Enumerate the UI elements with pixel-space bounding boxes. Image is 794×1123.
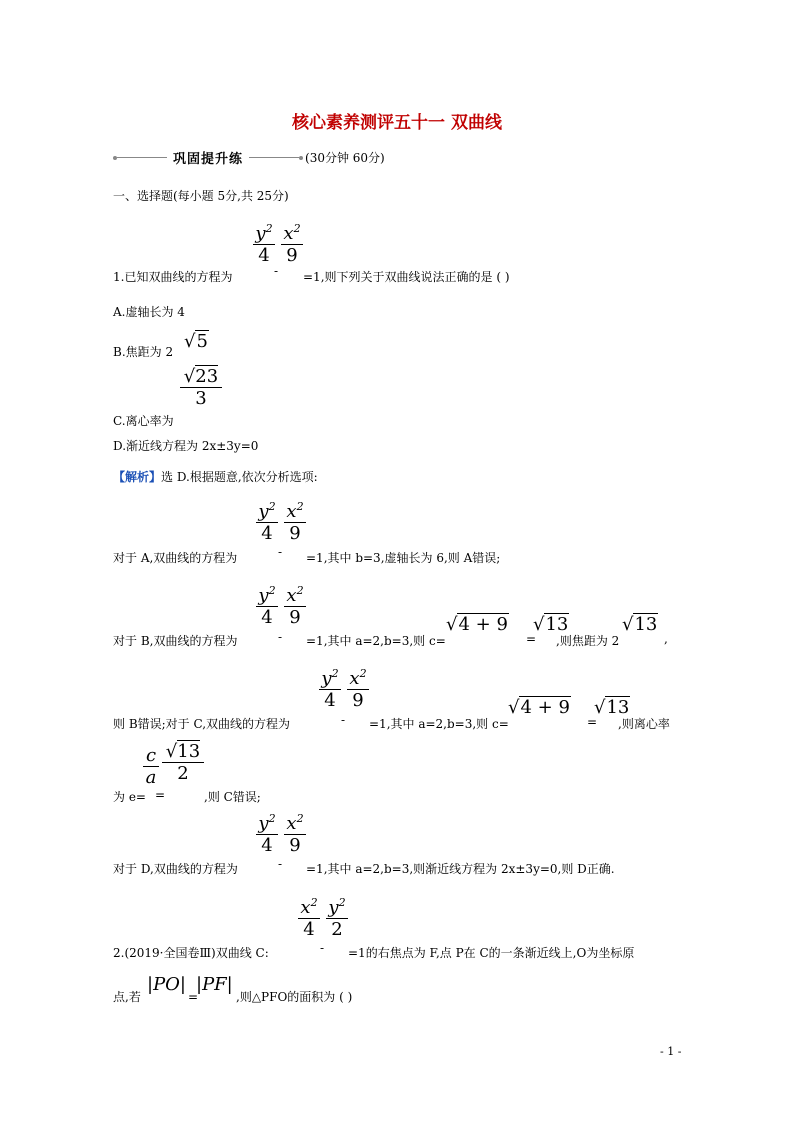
comma: , [664, 632, 668, 646]
fraction-x2-4: $\frac{x^2}{4}$ [298, 896, 320, 940]
sqrt-13: √13 [594, 697, 630, 718]
minus-sign: - [278, 545, 283, 559]
equals-sign: = [526, 632, 537, 646]
sqrt-13: √13 [622, 614, 658, 635]
solution-line-b-mid: =1,其中 a=2,b=3,则 c= [306, 634, 446, 648]
fraction-y2-4: $\frac{y^2}{4}$ [319, 667, 341, 711]
abs-po: |PO| [147, 974, 186, 995]
q2-stem-prefix: 2.(2019·全国卷Ⅲ)双曲线 C: [113, 946, 269, 960]
fraction-x2-9: $\frac{x^2}{9}$ [347, 667, 369, 711]
divider-dot-icon [299, 156, 303, 160]
minus-sign: - [278, 857, 283, 871]
equals-sign: = [587, 715, 598, 729]
sqrt-4-plus-9: √4 + 9 [446, 614, 508, 635]
section-time: (30分钟 60分) [305, 151, 385, 165]
fraction-sqrt23-3: $\frac{√23}{3}$ [180, 366, 222, 409]
q1-stem-suffix: =1,则下列关于双曲线说法正确的是 ( ) [303, 270, 510, 284]
solution-intro: 【解析】选 D.根据题意,依次分析选项: [113, 470, 318, 484]
page-number: - 1 - [660, 1045, 682, 1058]
fraction-y2-4: $\frac{y^2}{4}$ [253, 222, 275, 266]
fraction-y2-4: $\frac{y^2}{4}$ [256, 812, 278, 856]
solution-line-c-prefix: 则 B错误;对于 C,双曲线的方程为 [113, 717, 291, 731]
sqrt-13: √13 [533, 614, 569, 635]
fraction-x2-9: $\frac{x^2}{9}$ [281, 222, 303, 266]
solution-line-a-suffix: =1,其中 b=3,虚轴长为 6,则 A错误; [306, 551, 501, 565]
solution-line-d-suffix: =1,其中 a=2,b=3,则渐近线方程为 2x±3y=0,则 D正确. [306, 862, 615, 876]
option-c: C.离心率为 [113, 414, 174, 428]
solution-line-b-prefix: 对于 B,双曲线的方程为 [113, 634, 238, 648]
fraction-y2-2: $\frac{y^2}{2}$ [326, 896, 348, 940]
solution-line-c2-prefix: 为 e= [113, 790, 146, 804]
equals-sign: = [188, 990, 199, 1004]
section-label: 巩固提升练 [173, 152, 244, 167]
minus-sign: - [274, 264, 279, 278]
solution-line-c-suffix: ,则离心率 [618, 717, 670, 731]
q2-line2-suffix: ,则△PFO的面积为 ( ) [236, 990, 353, 1004]
minus-sign: - [278, 630, 283, 644]
option-a: A.虚轴长为 4 [113, 305, 185, 319]
solution-line-d-prefix: 对于 D,双曲线的方程为 [113, 862, 238, 876]
solution-line-c-mid: =1,其中 a=2,b=3,则 c= [369, 717, 509, 731]
abs-pf: |PF| [196, 974, 233, 995]
fraction-y2-4: $\frac{y^2}{4}$ [256, 500, 278, 544]
fraction-x2-9: $\frac{x^2}{9}$ [284, 812, 306, 856]
option-d: D.渐近线方程为 2x±3y=0 [113, 439, 259, 453]
part-heading: 一、选择题(每小题 5分,共 25分) [113, 189, 289, 203]
fraction-y2-4: $\frac{y^2}{4}$ [256, 584, 278, 628]
minus-sign: - [341, 713, 346, 727]
section-header [113, 148, 385, 167]
solution-line-a-prefix: 对于 A,双曲线的方程为 [113, 551, 238, 565]
solution-line-c2-suffix: ,则 C错误; [204, 790, 261, 804]
q2-line2-prefix: 点,若 [113, 990, 141, 1004]
fraction-c-a: $\frac{c}{a}$ [143, 745, 159, 788]
sqrt-5: √5 [184, 331, 208, 352]
fraction-x2-9: $\frac{x^2}{9}$ [284, 584, 306, 628]
page-title: 核心素养测评五十一 双曲线 [292, 113, 502, 133]
fraction-sqrt13-2: $\frac{√13}{2}$ [162, 741, 204, 784]
q2-stem-suffix: =1的右焦点为 F,点 P在 C的一条渐近线上,O为坐标原 [348, 946, 635, 960]
divider-line [249, 157, 299, 158]
sqrt-4-plus-9: √4 + 9 [508, 697, 570, 718]
solution-tag: 【解析】 [113, 470, 162, 484]
solution-line-b-suffix: ,则焦距为 2 [556, 634, 620, 648]
q1-stem-prefix: 1.已知双曲线的方程为 [113, 270, 233, 284]
minus-sign: - [320, 941, 325, 955]
divider-line [117, 157, 167, 158]
fraction-x2-9: $\frac{x^2}{9}$ [284, 500, 306, 544]
option-b: B.焦距为 2 [113, 345, 174, 359]
equals-sign: = [155, 788, 166, 802]
